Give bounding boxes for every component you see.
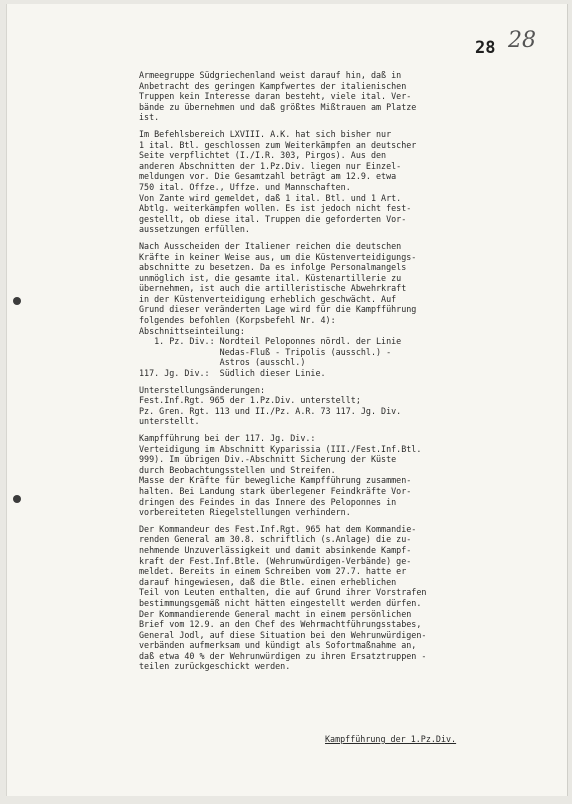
text-line: darauf hingewiesen, daß die Btle. einen erheblichen [139,576,397,587]
text-line: 999). Im übrigen Div.-Abschnitt Sicherung der Küste [139,454,397,465]
text-line: halten. Bei Landung stark überlegener Feindkräfte Vor- [139,485,412,496]
paragraph [139,524,539,672]
text-line: daß etwa 40 % der Wehrunwürdigen zu ihren Ersatztruppen - [139,650,427,661]
text-line: Astros (ausschl.) [139,357,306,368]
text-line: teilen zurückgeschickt werden. [139,661,291,672]
text-line: Der Kommandierende General macht in einem persönlichen [139,608,412,619]
text-line: Truppen kein Interesse daran besteht, viele ital. Ver- [139,91,412,102]
text-line: Pz. Gren. Rgt. 113 und II./Pz. A.R. 73 117. Jg. Div. [139,405,402,416]
text-line: 117. Jg. Div.: Südlich dieser Linie. [139,368,326,379]
text-line: 750 ital. Offze., Uffze. und Mannschaften. [139,181,351,192]
text-line: Unterstellungsänderungen: [139,384,266,395]
text-line: meldet. Bereits in einem Schreiben vom 27.7. hatte er [139,566,407,577]
text-line: bestimmungsgemäß nicht hätten eingestellt werden dürfen. [139,597,422,608]
text-line: Brief vom 12.9. an den Chef des Wehrmachtführungsstabes, [139,619,422,630]
text-line: Kräfte in keiner Weise aus, um die Küstenverteidigungs- [139,251,417,262]
page-number: 28 [475,38,496,58]
text-line: kraft der Fest.Inf.Btle. (Wehrunwürdigen-Verbände) ge- [139,555,412,566]
text-line: General Jodl, auf diese Situation bei den Wehrunwürdigen- [139,629,427,640]
text-line: anderen Abschnitten der 1.Pz.Div. liegen nur Einzel- [139,160,402,171]
document-page [6,4,568,796]
paragraph [139,129,539,235]
text-line: aussetzungen erfüllen. [139,224,250,235]
text-line: Verteidigung im Abschnitt Kyparissia (III./Fest.Inf.Btl. [139,443,422,454]
text-line: Anbetracht des geringen Kampfwertes der italienischen [139,80,407,91]
punch-hole [13,297,21,305]
text-line: verbänden aufmerksam und kündigt als Sofortmaßnahme an, [139,640,417,651]
text-line: folgendes befohlen (Korpsbefehl Nr. 4): [139,315,336,326]
text-line: übernehmen, ist auch die artilleristische Abwehrkraft [139,283,407,294]
text-line: renden General am 30.8. schriftlich (s.Anlage) die zu- [139,534,412,545]
text-line: unmöglich ist, die gesamte ital. Küstenartillerie zu [139,272,402,283]
text-line: gestellt, ob diese ital. Truppen die geforderten Vor- [139,213,407,224]
text-line: vorbereiteten Riegelstellungen verhindern. [139,507,351,518]
text-line: Grund dieser veränderten Lage wird für die Kampfführung [139,304,417,315]
text-line: Im Befehlsbereich LXVIII. A.K. hat sich bisher nur [139,128,392,139]
text-line: Kampfführung bei der 117. Jg. Div.: [139,433,316,443]
text-line: Abschnittseinteilung: [139,325,245,336]
page-number-handwritten: 28 [508,28,536,53]
text-line: durch Beobachtungsstellen und Streifen. [139,464,336,475]
paragraph [139,70,539,123]
text-line: nehmende Unzuverlässigkeit und damit absinkende Kampf- [139,544,412,555]
text-line: meldungen vor. Die Gesamtzahl beträgt am 12.9. etwa [139,171,397,182]
text-line: Teil von Leuten enthalten, die auf Grund ihrer Vorstrafen [139,587,427,598]
signature-line: Kampfführung der 1.Pz.Div. [325,734,457,744]
punch-hole [13,495,21,503]
text-line: Seite verpflichtet (I./I.R. 303, Pirgos). Aus den [139,150,387,161]
text-line: Abtlg. weiterkämpfen wollen. Es ist jedoch nicht fest- [139,203,412,214]
document-body [139,70,539,678]
text-line: bände zu übernehmen und daß größtes Mißtrauen am Platze [139,101,417,112]
text-line: Masse der Kräfte für bewegliche Kampfführung zusammen- [139,475,412,486]
text-line: unterstellt. [139,416,200,427]
text-line: Fest.Inf.Rgt. 965 der 1.Pz.Div. unterstellt; [139,395,361,406]
text-line: Nach Ausscheiden der Italiener reichen die deutschen [139,240,402,251]
text-line: Der Kommandeur des Fest.Inf.Rgt. 965 hat dem Kommandie- [139,523,417,534]
text-line: Armeegruppe Südgriechenland weist darauf hin, daß in [139,70,402,80]
text-line: abschnitte zu besetzen. Da es infolge Personalmangels [139,262,407,273]
text-line: dringen des Feindes in das Innere des Peloponnes in [139,496,397,507]
paragraph [139,433,539,518]
text-line: Nedas-Fluß - Tripolis (ausschl.) - [139,346,392,357]
paragraph [139,385,539,427]
text-line: Von Zante wird gemeldet, daß 1 ital. Btl. und 1 Art. [139,192,402,203]
paragraph [139,241,539,379]
text-line: ist. [139,112,160,123]
text-line: 1. Pz. Div.: Nordteil Peloponnes nördl. der Linie [139,336,402,347]
text-line: 1 ital. Btl. geschlossen zum Weiterkämpfen an deutscher [139,139,417,150]
text-line: in der Küstenverteidigung erheblich geschwächt. Auf [139,293,397,304]
